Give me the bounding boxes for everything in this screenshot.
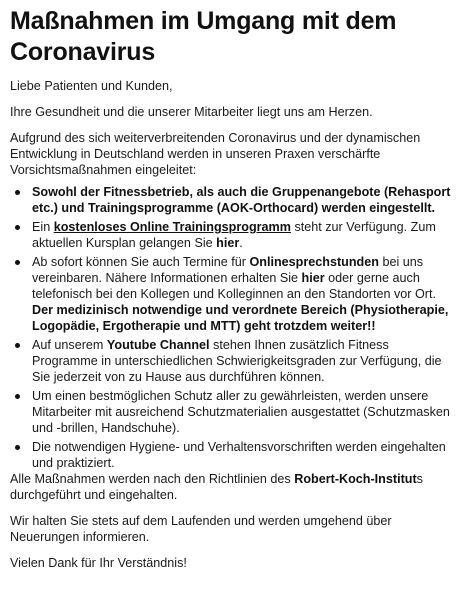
measures-list (10, 184, 454, 471)
item-bold-text: Der medizinisch notwendige und verordnete Bereich (Physiotherapie, Logopädie, Ergotherapie und MTT) geht trotzdem weiter!! (32, 303, 449, 333)
item-text: . (239, 236, 243, 250)
thanks-paragraph: Vielen Dank für Ihr Verständnis! (10, 556, 187, 570)
item-text: Ab sofort können Sie auch Termine für (32, 255, 250, 269)
greeting: Liebe Patienten und Kunden, (10, 79, 173, 93)
item-text: Um einen bestmöglichen Schutz aller zu gewährleisten, werden unsere Mitarbeiter mit ausreichend Schutzmaterialien ausgestattet (Schutzmasken und -brillen, Handschuhe). (32, 389, 450, 435)
item-text: Auf unserem (32, 338, 107, 352)
updates-paragraph: Wir halten Sie stets auf dem Laufenden und werden umgehend über Neuerungen informieren. (10, 514, 392, 544)
rki-name: Robert-Koch-Institut (294, 472, 417, 486)
intro-care: Ihre Gesundheit und die unserer Mitarbeiter liegt uns am Herzen. (10, 105, 373, 119)
bullet-icon (15, 445, 20, 450)
list-item (10, 337, 454, 385)
page-title: Maßnahmen im Umgang mit dem Coronavirus (10, 7, 397, 66)
bullet-icon (15, 225, 20, 230)
item-text: oder gerne auch telefonisch bei den Kollegen und Kolleginnen an den Standorten vor Ort. (32, 271, 436, 301)
guidelines-text: Alle Maßnahmen werden nach den Richtlinien des (10, 472, 295, 486)
list-item (10, 388, 454, 436)
item-bold-text: Onlinesprechstunden (249, 255, 379, 269)
item-text: Ein (32, 220, 54, 234)
bullet-icon (15, 394, 20, 399)
item-bold-text: Sowohl der Fitnessbetrieb, als auch die Gruppenangebote (Rehasport etc.) und Trainingsprogramme (AOK-Orthocard) werden eingestellt. (32, 185, 451, 215)
bullet-icon (15, 260, 20, 265)
list-item (10, 439, 454, 471)
bullet-icon (15, 343, 20, 348)
guidelines-paragraph (10, 471, 454, 503)
list-item (10, 184, 454, 216)
online-consultation-link[interactable]: hier (301, 271, 325, 285)
item-text: steht zur Verfügung. Zum aktuellen Kursplan gelangen Sie (32, 220, 436, 250)
item-text: Die notwendigen Hygiene- und Verhaltensvorschriften werden eingehalten und praktiziert. (32, 440, 446, 470)
youtube-channel-link[interactable]: Youtube Channel (106, 338, 210, 352)
list-item (10, 219, 454, 251)
intro-context: Aufgrund des sich weiterverbreitenden Coronavirus und der dynamischen Entwicklung in Deutschland werden in unseren Praxen verschärfte Vorsichtsmaßnahmen eingeleitet: (10, 131, 421, 177)
list-item (10, 254, 454, 334)
item-text: bei uns vereinbaren. Nähere Informationen erhalten Sie (32, 255, 424, 285)
item-text: stehen Ihnen zusätzlich Fitness Programme in unterschiedlichen Schwierigkeitsgraden zur Verfügung, die Sie jederzeit von zu Hause aus durchführen können. (32, 338, 442, 384)
guidelines-text: s durchgeführt und eingehalten. (10, 472, 423, 502)
course-plan-link[interactable]: hier (216, 236, 240, 250)
online-training-link[interactable]: kostenloses Online Trainingsprogramm (53, 220, 291, 234)
bullet-icon (15, 190, 20, 195)
